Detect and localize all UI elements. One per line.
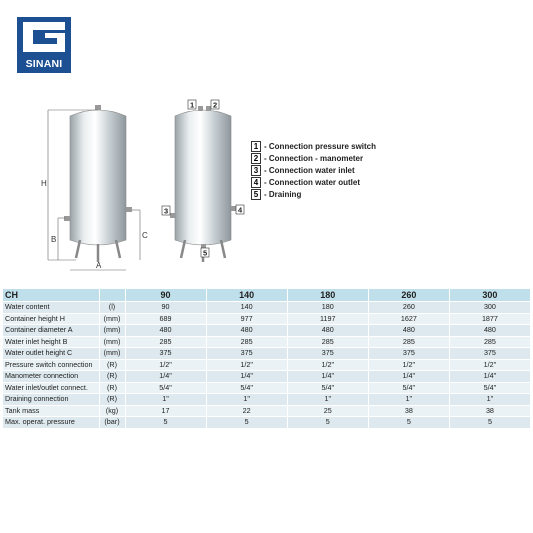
table-row xyxy=(3,371,531,383)
cell-value: 375 xyxy=(368,348,449,360)
dim-label-a: A xyxy=(96,261,102,270)
cell-value: 1/2" xyxy=(368,359,449,371)
cell-value: 38 xyxy=(368,405,449,417)
callout-3 xyxy=(162,206,170,216)
cell-value: 1/4" xyxy=(287,371,368,383)
legend-number: 2 xyxy=(251,153,261,164)
legend-number: 1 xyxy=(251,141,261,152)
cell-value: 5/4" xyxy=(125,382,206,394)
dim-label-c: C xyxy=(142,231,148,240)
callout-5 xyxy=(201,248,209,258)
cell-value: 1" xyxy=(449,394,530,406)
cell-value: 285 xyxy=(125,336,206,348)
svg-text:2: 2 xyxy=(213,100,218,110)
legend-text: - Connection water outlet xyxy=(264,178,360,188)
cell-value: 1877 xyxy=(449,313,530,325)
legend-text: - Draining xyxy=(264,190,302,200)
logo-text: SINANI xyxy=(25,58,63,70)
row-label: Water outlet height C xyxy=(3,348,99,360)
cell-value: 285 xyxy=(287,336,368,348)
row-unit: (mm) xyxy=(99,336,125,348)
legend-text: - Connection pressure switch xyxy=(264,142,377,152)
cell-value: 17 xyxy=(125,405,206,417)
row-unit: (mm) xyxy=(99,313,125,325)
cell-value: 285 xyxy=(206,336,287,348)
cell-value: 1/4" xyxy=(206,371,287,383)
legend-item xyxy=(251,141,376,153)
dim-label-h: H xyxy=(41,179,47,188)
svg-text:5: 5 xyxy=(203,248,208,258)
cell-value: 5 xyxy=(287,417,368,428)
cell-value: 375 xyxy=(125,348,206,360)
row-unit: (kg) xyxy=(99,405,125,417)
cell-value: 375 xyxy=(287,348,368,360)
cell-value: 1/2" xyxy=(449,359,530,371)
row-label: Pressure switch connection xyxy=(3,359,99,371)
cell-value: 689 xyxy=(125,313,206,325)
table-row xyxy=(3,325,531,337)
cell-value: 285 xyxy=(368,336,449,348)
cell-value: 1" xyxy=(206,394,287,406)
cell-value: 5/4" xyxy=(368,382,449,394)
row-unit: (R) xyxy=(99,394,125,406)
row-unit: (R) xyxy=(99,371,125,383)
cell-value: 375 xyxy=(449,348,530,360)
tank-left xyxy=(64,105,132,262)
svg-text:4: 4 xyxy=(238,205,243,215)
cell-value: 1/2" xyxy=(206,359,287,371)
header-model: 90 xyxy=(125,289,206,302)
cell-value: 1/4" xyxy=(368,371,449,383)
cell-value: 5/4" xyxy=(206,382,287,394)
cell-value: 1" xyxy=(368,394,449,406)
table-row xyxy=(3,348,531,360)
table-row xyxy=(3,382,531,394)
cell-value: 1627 xyxy=(368,313,449,325)
cell-value: 5 xyxy=(368,417,449,428)
cell-value: 300 xyxy=(449,302,530,314)
legend-item xyxy=(251,177,376,189)
legend-number: 3 xyxy=(251,165,261,176)
table-row xyxy=(3,336,531,348)
legend-number: 5 xyxy=(251,189,261,200)
callout-2 xyxy=(211,100,219,110)
cell-value: 480 xyxy=(287,325,368,337)
svg-text:1: 1 xyxy=(190,100,195,110)
cell-value: 140 xyxy=(206,302,287,314)
cell-value: 1" xyxy=(287,394,368,406)
specs-table xyxy=(3,289,531,428)
cell-value: 977 xyxy=(206,313,287,325)
cell-value: 1/4" xyxy=(125,371,206,383)
connection-legend xyxy=(251,141,376,201)
header-model: 300 xyxy=(449,289,530,302)
header-unit xyxy=(99,289,125,302)
cell-value: 5 xyxy=(206,417,287,428)
legend-text: - Connection water inlet xyxy=(264,166,355,176)
row-label: Water content xyxy=(3,302,99,314)
row-unit: (l) xyxy=(99,302,125,314)
legend-item xyxy=(251,165,376,177)
table-row xyxy=(3,313,531,325)
header-model: 180 xyxy=(287,289,368,302)
cell-value: 480 xyxy=(125,325,206,337)
table-row xyxy=(3,394,531,406)
legend-item xyxy=(251,189,376,201)
cell-value: 375 xyxy=(206,348,287,360)
cell-value: 1197 xyxy=(287,313,368,325)
row-label: Max. operat. pressure xyxy=(3,417,99,428)
header-label: CH xyxy=(3,289,99,302)
row-unit: (mm) xyxy=(99,325,125,337)
row-unit: (R) xyxy=(99,359,125,371)
table-body xyxy=(3,302,531,428)
cell-value: 5 xyxy=(125,417,206,428)
cell-value: 260 xyxy=(368,302,449,314)
cell-value: 5 xyxy=(449,417,530,428)
row-unit: (bar) xyxy=(99,417,125,428)
row-label: Manometer connection xyxy=(3,371,99,383)
cell-value: 5/4" xyxy=(287,382,368,394)
tank-right xyxy=(170,106,236,262)
svg-text:3: 3 xyxy=(164,206,169,216)
row-label: Water inlet/outlet connect. xyxy=(3,382,99,394)
callout-4 xyxy=(236,205,244,215)
table-row xyxy=(3,359,531,371)
table-row xyxy=(3,302,531,314)
row-label: Container height H xyxy=(3,313,99,325)
logo-mark-icon xyxy=(23,22,65,52)
cell-value: 285 xyxy=(449,336,530,348)
legend-item xyxy=(251,153,376,165)
table-header-row xyxy=(3,289,531,302)
cell-value: 5/4" xyxy=(449,382,530,394)
cell-value: 90 xyxy=(125,302,206,314)
row-unit: (R) xyxy=(99,382,125,394)
legend-text: - Connection - manometer xyxy=(264,154,364,164)
header-model: 260 xyxy=(368,289,449,302)
table-row xyxy=(3,417,531,428)
legend-number: 4 xyxy=(251,177,261,188)
cell-value: 480 xyxy=(368,325,449,337)
brand-logo xyxy=(17,17,71,73)
row-label: Draining connection xyxy=(3,394,99,406)
tank-drawing xyxy=(40,98,245,278)
row-unit: (mm) xyxy=(99,348,125,360)
dim-label-b: B xyxy=(51,235,57,244)
callout-1 xyxy=(188,100,196,110)
cell-value: 480 xyxy=(449,325,530,337)
cell-value: 180 xyxy=(287,302,368,314)
cell-value: 1/2" xyxy=(287,359,368,371)
table-row xyxy=(3,405,531,417)
header-model: 140 xyxy=(206,289,287,302)
cell-value: 38 xyxy=(449,405,530,417)
cell-value: 1/4" xyxy=(449,371,530,383)
cell-value: 25 xyxy=(287,405,368,417)
cell-value: 1" xyxy=(125,394,206,406)
row-label: Water inlet height B xyxy=(3,336,99,348)
cell-value: 480 xyxy=(206,325,287,337)
cell-value: 22 xyxy=(206,405,287,417)
row-label: Tank mass xyxy=(3,405,99,417)
cell-value: 1/2" xyxy=(125,359,206,371)
row-label: Container diameter A xyxy=(3,325,99,337)
